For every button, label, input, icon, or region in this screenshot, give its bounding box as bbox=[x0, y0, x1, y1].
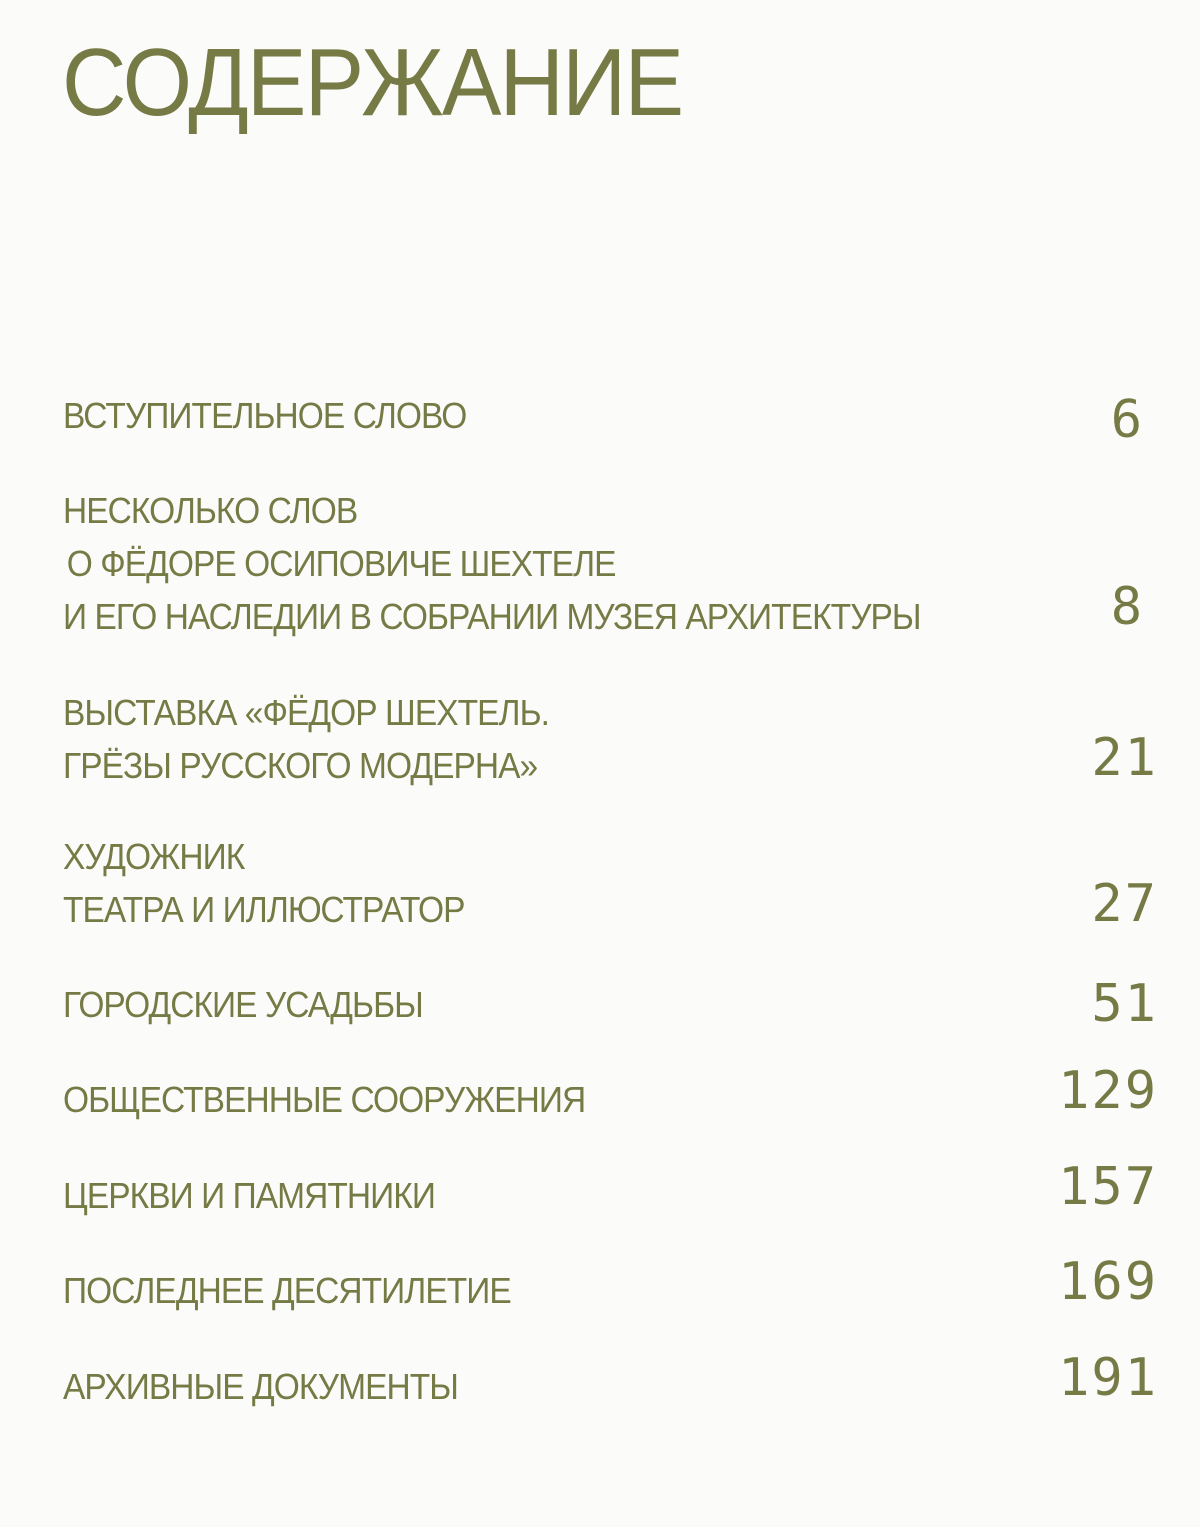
toc-page-number: 27 bbox=[1091, 874, 1158, 934]
toc-entry-title[interactable] bbox=[63, 1264, 511, 1317]
toc-page-number: 191 bbox=[1058, 1348, 1158, 1408]
toc-entry-title-line: О ФЁДОРЕ ОСИПОВИЧЕ ШЕХТЕЛЕ bbox=[66, 543, 616, 584]
toc-page-number: 129 bbox=[1058, 1061, 1158, 1121]
toc-page-number: 51 bbox=[1091, 974, 1158, 1034]
toc-entry-title[interactable] bbox=[63, 389, 466, 442]
toc-page-number: 6 bbox=[1110, 390, 1144, 450]
toc-entry-title-line: ВЫСТАВКА «ФЁДОР ШЕХТЕЛЬ. bbox=[63, 692, 549, 733]
toc-entry-title-line: ГРЁЗЫ РУССКОГО МОДЕРНА» bbox=[63, 745, 538, 786]
toc-entry-title-line: ОБЩЕСТВЕННЫЕ СООРУЖЕНИЯ bbox=[63, 1079, 586, 1120]
toc-entry-title[interactable] bbox=[63, 686, 549, 792]
toc-entry-title[interactable] bbox=[63, 830, 465, 936]
toc-entry-title-line: НЕСКОЛЬКО СЛОВ bbox=[63, 490, 358, 531]
toc-entry-title-line: АРХИВНЫЕ ДОКУМЕНТЫ bbox=[63, 1366, 458, 1407]
toc-entry-title-line: ВСТУПИТЕЛЬНОЕ СЛОВО bbox=[63, 395, 467, 436]
toc-entry-title-line: ХУДОЖНИК bbox=[63, 836, 245, 877]
toc-page-number: 157 bbox=[1058, 1157, 1158, 1217]
toc-entry-title[interactable] bbox=[63, 1073, 585, 1126]
toc-page-number: 169 bbox=[1058, 1252, 1158, 1312]
toc-entry-title-line: И ЕГО НАСЛЕДИИ В СОБРАНИИ МУЗЕЯ АРХИТЕКТУРЫ bbox=[63, 596, 921, 637]
toc-entry-title-line: ГОРОДСКИЕ УСАДЬБЫ bbox=[63, 984, 423, 1025]
toc-page-number: 21 bbox=[1091, 728, 1158, 788]
toc-entry-title[interactable] bbox=[63, 978, 423, 1031]
toc-page-number: 8 bbox=[1110, 577, 1144, 637]
toc-entry-title-line: ТЕАТРА И ИЛЛЮСТРАТОР bbox=[63, 889, 465, 930]
toc-entry-title[interactable] bbox=[63, 1169, 435, 1222]
toc-entry-title-line: ПОСЛЕДНЕЕ ДЕСЯТИЛЕТИЕ bbox=[63, 1270, 511, 1311]
toc-entry-title[interactable] bbox=[63, 1360, 458, 1413]
toc-entry-title[interactable] bbox=[63, 484, 921, 643]
page-title: СОДЕРЖАНИЕ bbox=[62, 29, 683, 136]
toc-entry-title-line: ЦЕРКВИ И ПАМЯТНИКИ bbox=[63, 1175, 435, 1216]
